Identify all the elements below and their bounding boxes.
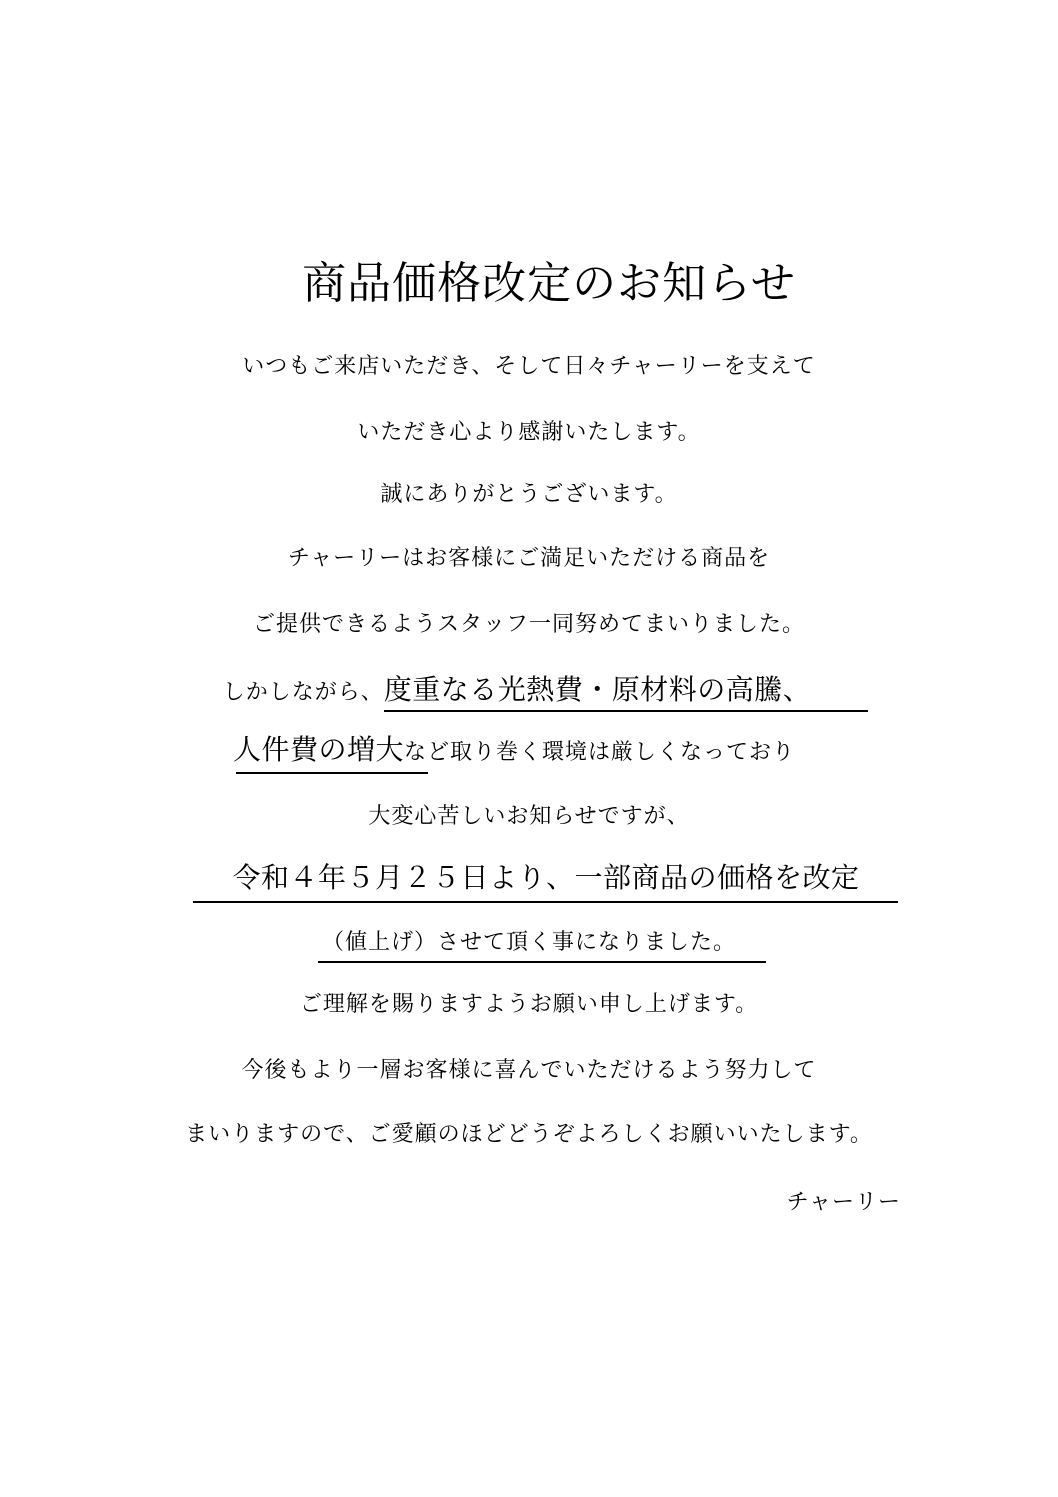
paragraph-line-3: 誠にありがとうございます。	[380, 482, 678, 507]
price-revision-date: 令和４年５月２５日より、一部商品の価格を改定	[232, 861, 860, 894]
closing-line-3: まいりますので、ご愛顧のほどどうぞよろしくお願いいたします。	[185, 1122, 873, 1147]
line7-suffix: など取り巻く環境は厳しくなっており	[404, 740, 796, 765]
closing-line-1: ご理解を賜りますようお願い申し上げます。	[299, 992, 759, 1017]
emphasis-labor-cost: 人件費の増大	[232, 733, 404, 766]
underline-labor-cost	[236, 772, 428, 774]
closing-line-2: 今後もより一層お客様に喜んでいただけるよう努力して	[241, 1058, 817, 1083]
underline-cost-increase	[384, 710, 868, 712]
paragraph-line-5: ご提供できるようスタッフ一同努めてまいりました。	[252, 612, 805, 637]
paragraph-line-6	[0, 673, 1046, 706]
paragraph-line-2: いただき心より感謝いたします。	[357, 420, 701, 445]
paragraph-line-7	[0, 733, 1043, 766]
paragraph-line-8: 大変心苦しいお知らせですが、	[368, 804, 690, 829]
underline-price-revision-date	[193, 901, 898, 903]
emphasis-cost-increase: 度重なる光熱費・原材料の高騰、	[383, 673, 812, 706]
paragraph-line-1: いつもご来店いただき、そして日々チャーリーを支えて	[242, 354, 816, 379]
underline-price-increase	[318, 961, 766, 963]
price-increase-line: （値上げ）させて頂く事になりました。	[321, 930, 736, 955]
notice-title: 商品価格改定のお知らせ	[302, 258, 796, 309]
line6-prefix: しかしながら、	[222, 680, 384, 705]
signature: チャーリー	[786, 1190, 901, 1215]
paragraph-line-4: チャーリーはお客様にご満足いただける商品を	[287, 546, 771, 571]
